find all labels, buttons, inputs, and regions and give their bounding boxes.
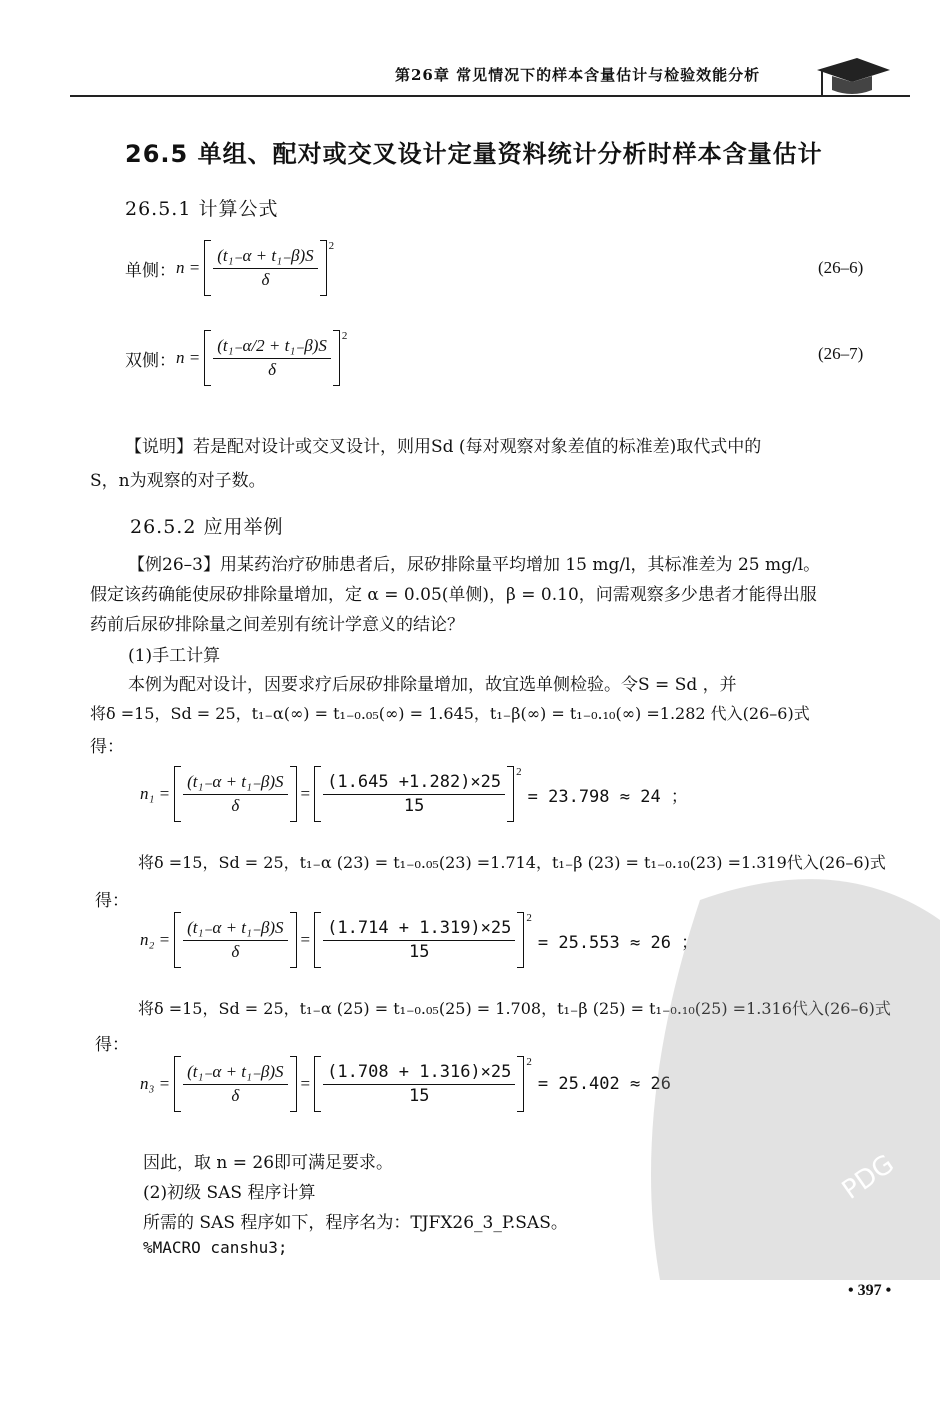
formula-two-sided: 双侧： n = $\frac{\text{(t₁₋α/2 + t₁₋β)S}}{\delta}$ 2 xyxy=(125,330,347,386)
note-line-1: 【说明】若是配对设计或交叉设计，则用Sd (每对观察对象差值的标准差)取代式中的 xyxy=(125,437,762,457)
n3-denominator: 15 xyxy=(409,1085,430,1106)
formula-one-sided: 单侧： n = $\frac{\text{(t₁₋α + t₁₋β)S}}{\delta}$ 2 xyxy=(125,240,334,296)
conclusion-text: 因此，取 n = 26即可满足要求。 xyxy=(143,1153,394,1173)
step-3-text: 将δ =15，Sd = 25，t₁₋α (25) = t₁₋₀.₀₅(25) = 1.708，t₁₋β (25) = t₁₋₀.₁₀(25) =1.316代入(26–6)式 xyxy=(138,999,891,1018)
example-line-3: 药前后尿矽排除量之间差别有统计学意义的结论？ xyxy=(90,615,464,635)
formula-label: 单侧： xyxy=(125,260,176,281)
de-text: 得： xyxy=(95,891,129,911)
formula-denominator: δ xyxy=(261,269,270,289)
n3-generic-denominator: δ xyxy=(231,1085,240,1105)
header-rule xyxy=(70,95,910,97)
de-text: 得： xyxy=(90,737,124,757)
formula-n: n = xyxy=(176,258,201,277)
formula-label: 双侧： xyxy=(125,350,176,371)
page-number: • 397 • xyxy=(848,1282,892,1299)
formula-numerator: (t₁₋α/2 + t₁₋β)S xyxy=(213,337,331,359)
n2-generic-numerator: (t₁₋α + t₁₋β)S xyxy=(183,919,287,941)
paragraph-line-1: 本例为配对设计，因要求疗后尿矽排除量增加，故宜选单侧检验。令S = Sd ，并 xyxy=(128,675,737,695)
graduation-cap-icon xyxy=(812,52,892,102)
equation-number: (26–7) xyxy=(818,344,864,363)
n3-label: n₃ = xyxy=(140,1074,171,1093)
running-header: 第26章 常见情况下的样本含量估计与检验效能分析 xyxy=(395,66,761,84)
n2-generic-denominator: δ xyxy=(231,941,240,961)
n3-generic-numerator: (t₁₋α + t₁₋β)S xyxy=(183,1063,287,1085)
formula-n1: n₁ = $\frac{\text{(t₁₋α + t₁₋β)S}}{\delta}$ = $\frac{(1.645 +1.282)\times 25}{15}$ 2 = 23.798 ≈ 24 ； xyxy=(140,766,688,822)
de-text: 得： xyxy=(95,1035,129,1055)
example-line-2: 假定该药确能使尿矽排除量增加，定 α = 0.05(单侧)，β = 0.10，问需观察多少患者才能得出服 xyxy=(90,585,817,605)
step-2-text: 将δ =15，Sd = 25，t₁₋α (23) = t₁₋₀.₀₅(23) =1.714，t₁₋β (23) = t₁₋₀.₁₀(23) =1.319代入(26–6)式 xyxy=(138,853,886,872)
subsection-formula: 26.5.1 计算公式 xyxy=(125,198,279,220)
n1-generic-denominator: δ xyxy=(231,795,240,815)
n2-denominator: 15 xyxy=(409,941,430,962)
n1-denominator: 15 xyxy=(403,795,425,816)
paragraph-line-2: 将δ =15，Sd = 25，t₁₋α(∞) = t₁₋₀.₀₅(∞) = 1.645，t₁₋β(∞) = t₁₋₀.₁₀(∞) =1.282 代入(26–6)式 xyxy=(90,704,810,723)
formula-n2: n₂ = $\frac{\text{(t₁₋α + t₁₋β)S}}{\delta}$ = $\frac{(1.714 + 1.319)\times 25}{15}$ 2 = 25.553 ≈ 26 ； xyxy=(140,912,698,968)
formula-n: n = xyxy=(176,348,201,367)
watermark-text: PDG xyxy=(836,1149,900,1206)
manual-calc-heading: (1)手工计算 xyxy=(128,646,221,666)
note-line-2: S，n为观察的对子数。 xyxy=(90,471,266,491)
n1-label: n₁ = xyxy=(140,784,171,803)
equation-number: (26–6) xyxy=(818,258,864,277)
n2-numerator: (1.714 + 1.319)×25 xyxy=(323,919,515,941)
n3-result: = 25.402 ≈ 26 xyxy=(537,1074,671,1094)
n3-numerator: (1.708 + 1.316)×25 xyxy=(323,1063,515,1085)
section-title: 26.5 单组、配对或交叉设计定量资料统计分析时样本含量估计 xyxy=(125,140,823,168)
subsection-example: 26.5.2 应用举例 xyxy=(130,516,284,538)
example-line-1: 【例26–3】用某药治疗矽肺患者后，尿矽排除量平均增加 15 mg/l，其标准差为 25 mg/l。 xyxy=(128,555,821,575)
formula-n3: n₃ = $\frac{\text{(t₁₋α + t₁₋β)S}}{\delta}$ = $\frac{(1.708 + 1.316)\times 25}{15}$ 2 = 25.402 ≈ 26 xyxy=(140,1056,671,1112)
formula-numerator: (t₁₋α + t₁₋β)S xyxy=(213,247,317,269)
n1-numerator: (1.645 +1.282)×25 xyxy=(323,773,505,795)
n1-generic-numerator: (t₁₋α + t₁₋β)S xyxy=(183,773,287,795)
n2-label: n₂ = xyxy=(140,930,171,949)
sas-code-line: %MACRO canshu3; xyxy=(143,1238,288,1257)
n2-result: = 25.553 ≈ 26 ； xyxy=(537,932,699,953)
watermark-seal xyxy=(640,860,950,1280)
sas-heading: (2)初级 SAS 程序计算 xyxy=(143,1183,316,1203)
sas-description: 所需的 SAS 程序如下，程序名为：TJFX26_3_P.SAS。 xyxy=(143,1213,568,1233)
formula-denominator: δ xyxy=(268,359,276,379)
n1-result: = 23.798 ≈ 24 ； xyxy=(527,786,688,807)
